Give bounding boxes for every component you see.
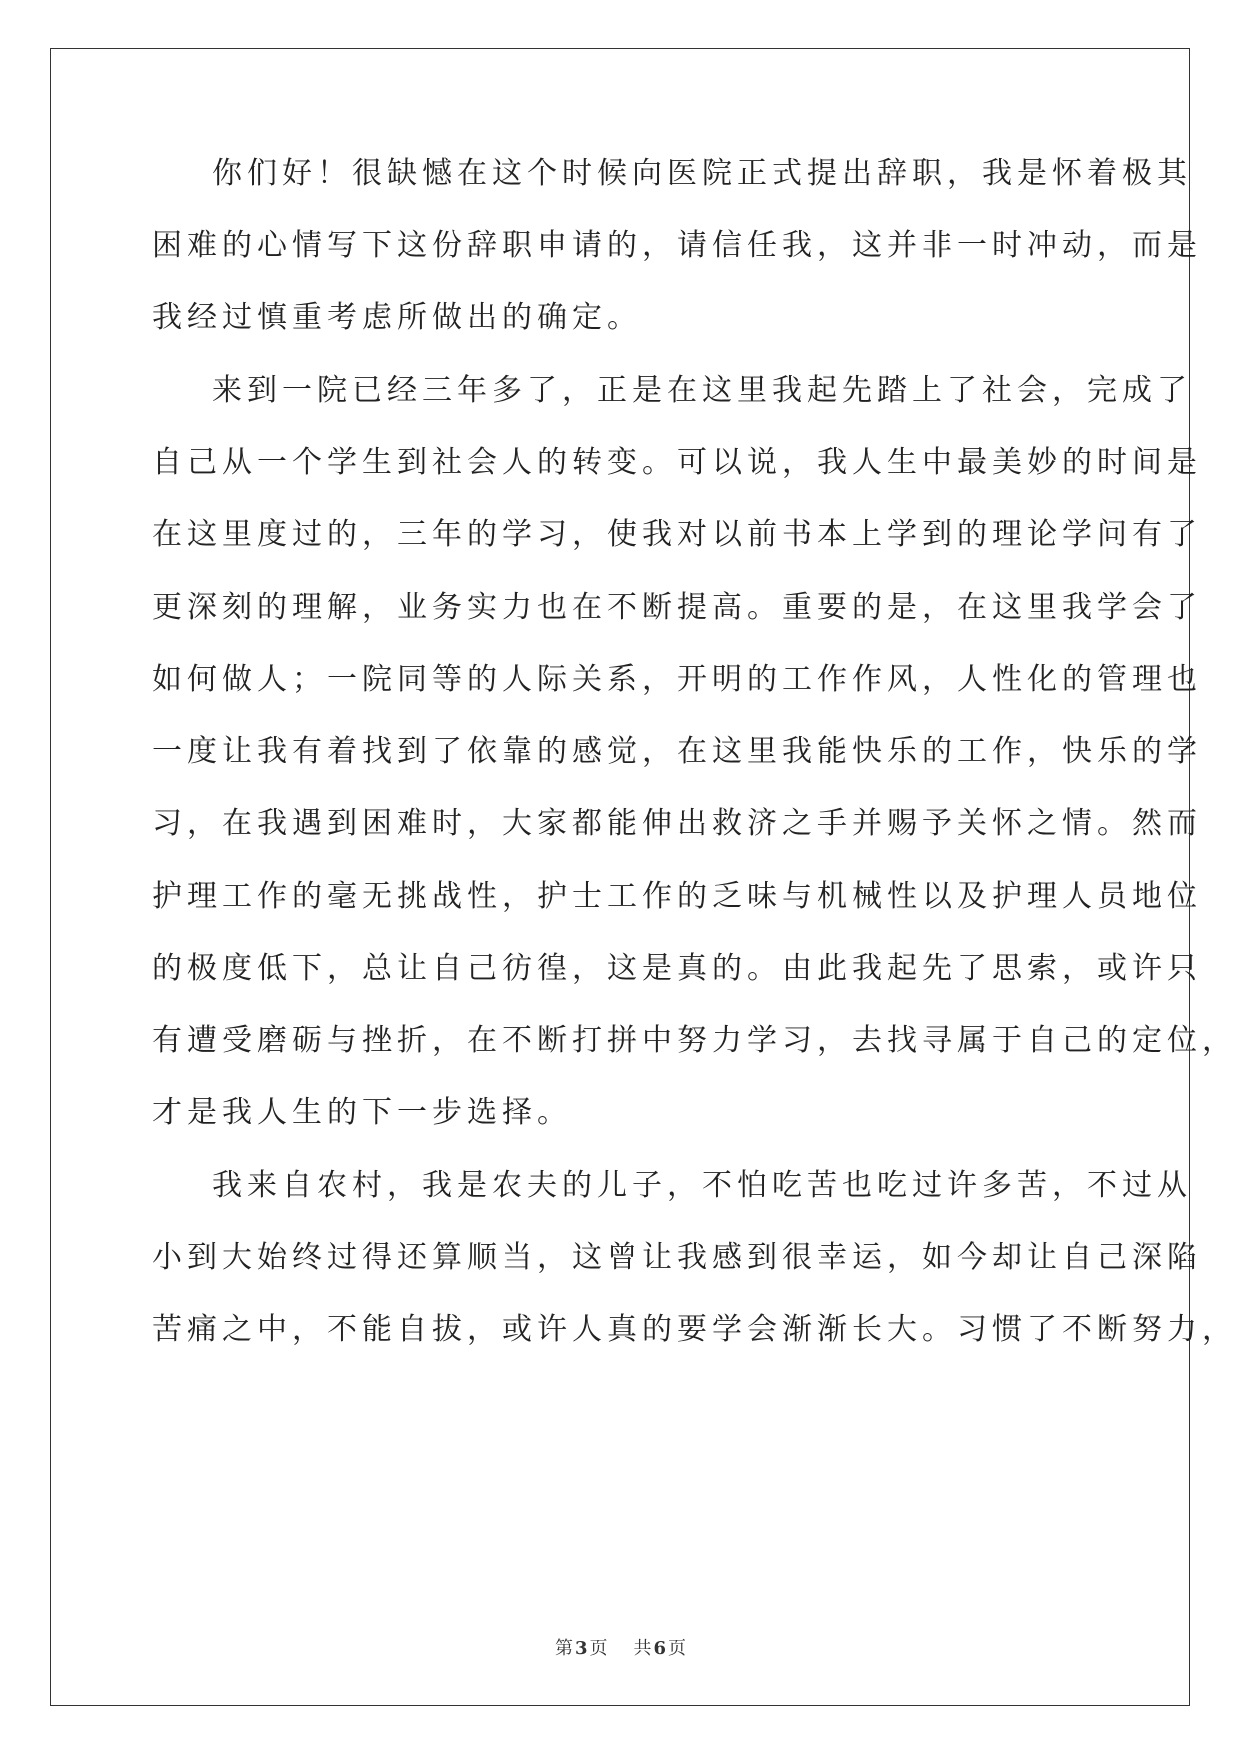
paragraph-2-line-3: 在这里度过的，三年的学习，使我对以前书本上学到的理论学问有了 bbox=[152, 517, 1202, 552]
paragraph-1-line-1: 你们好！很缺憾在这个时候向医院正式提出辞职，我是怀着极其 bbox=[212, 156, 1192, 191]
paragraph-1-line-2: 困难的心情写下这份辞职申请的，请信任我，这并非一时冲动，而是 bbox=[152, 228, 1202, 263]
paragraph-2-line-2: 自己从一个学生到社会人的转变。可以说，我人生中最美妙的时间是 bbox=[152, 445, 1202, 480]
paragraph-2-line-6: 一度让我有着找到了依靠的感觉，在这里我能快乐的工作，快乐的学 bbox=[152, 734, 1202, 769]
page-suffix: 页 bbox=[589, 1638, 608, 1659]
page-number: 3 bbox=[574, 1638, 588, 1659]
paragraph-2-line-5: 如何做人；一院同等的人际关系，开明的工作作风，人性化的管理也 bbox=[152, 662, 1202, 697]
paragraph-2-line-9: 的极度低下，总让自己彷徨，这是真的。由此我起先了思索，或许只 bbox=[152, 951, 1202, 986]
paragraph-2-line-11: 才是我人生的下一步选择。 bbox=[152, 1095, 572, 1130]
page-prefix: 第 bbox=[554, 1638, 573, 1659]
paragraph-3-line-1: 我来自农村，我是农夫的儿子，不怕吃苦也吃过许多苦，不过从 bbox=[212, 1168, 1192, 1203]
paragraph-2-line-4: 更深刻的理解，业务实力也在不断提高。重要的是，在这里我学会了 bbox=[152, 590, 1202, 625]
paragraph-2-line-8: 护理工作的毫无挑战性，护士工作的乏味与机械性以及护理人员地位 bbox=[152, 879, 1202, 914]
total-suffix: 页 bbox=[668, 1638, 687, 1659]
paragraph-2-line-1: 来到一院已经三年多了，正是在这里我起先踏上了社会，完成了 bbox=[212, 373, 1192, 408]
paragraph-1-line-3: 我经过慎重考虑所做出的确定。 bbox=[152, 300, 642, 335]
paragraph-2-line-7: 习，在我遇到困难时，大家都能伸出救济之手并赐予关怀之情。然而 bbox=[152, 806, 1202, 841]
total-pages: 6 bbox=[653, 1638, 667, 1659]
paragraph-3-line-2: 小到大始终过得还算顺当，这曾让我感到很幸运，如今却让自己深陷 bbox=[152, 1240, 1202, 1275]
page-footer bbox=[0, 1634, 1241, 1660]
paragraph-2-line-10: 有遭受磨砺与挫折，在不断打拼中努力学习，去找寻属于自己的定位， bbox=[152, 1023, 1237, 1058]
paragraph-3-line-3: 苦痛之中，不能自拔，或许人真的要学会渐渐长大。习惯了不断努力， bbox=[152, 1312, 1237, 1347]
total-prefix: 共 bbox=[633, 1638, 652, 1659]
